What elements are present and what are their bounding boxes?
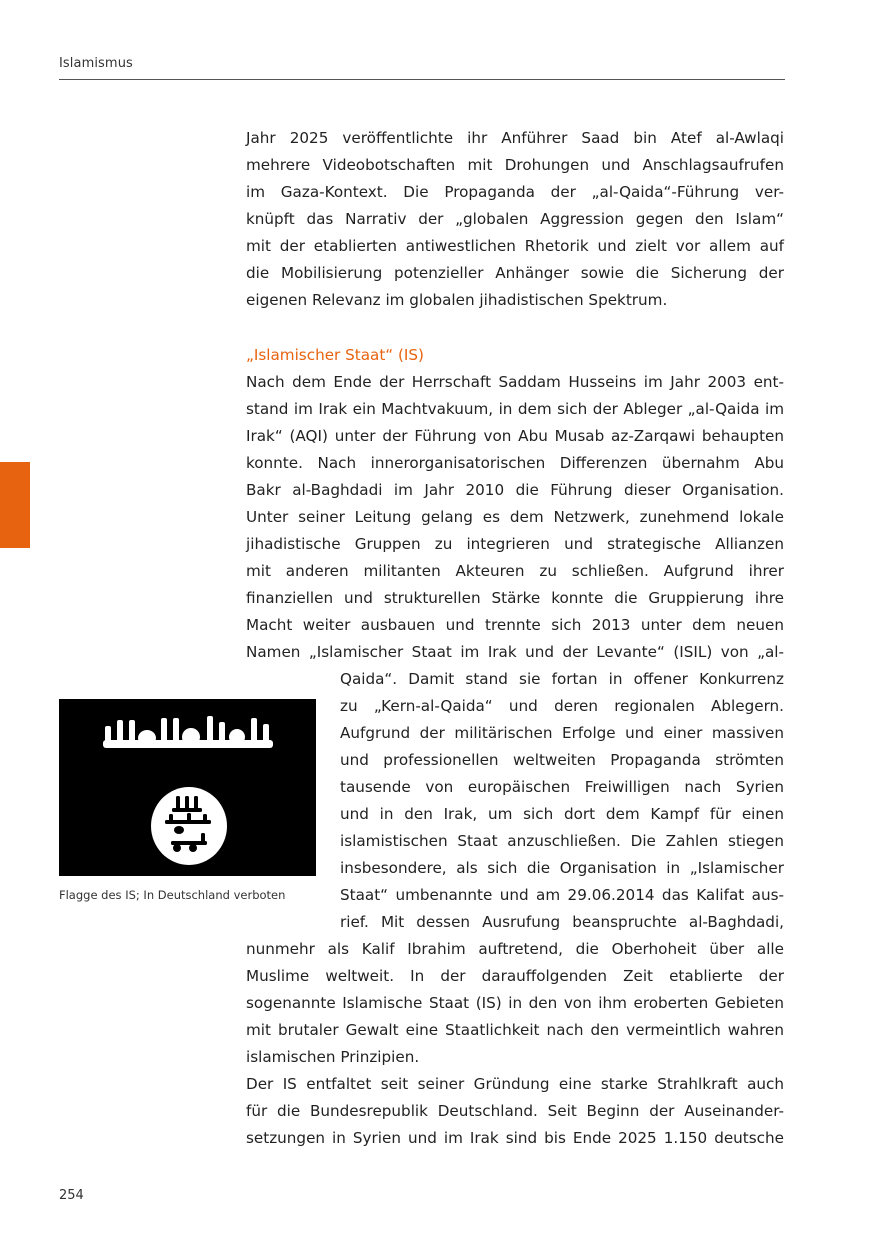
header-rule xyxy=(59,79,785,80)
text-line: sogenannte Islamische Staat (IS) in den von ihm eroberten Gebieten xyxy=(246,994,784,1012)
text-line: rief. Mit dessen Ausrufung beanspruchte al-Baghdadi, xyxy=(340,913,784,931)
text-line: stand im Irak ein Machtvakuum, in dem sich der Ableger „al-Qaida im xyxy=(246,400,784,418)
text-line: und professionellen weltweiten Propaganda strömten xyxy=(340,751,784,769)
text-line: Der IS entfaltet seit seiner Gründung eine starke Strahlkraft auch xyxy=(246,1075,784,1093)
text-line: islamischen Prinzipien. xyxy=(246,1048,420,1066)
text-line: Macht weiter ausbauen und trennte sich 2013 unter dem neuen xyxy=(246,616,784,634)
text-line: Aufgrund der militärischen Erfolge und einer massiven xyxy=(340,724,784,742)
text-line: mit anderen militanten Akteuren zu schließen. Aufgrund ihrer xyxy=(246,562,784,580)
flag-graphic xyxy=(59,699,316,876)
text-line: Staat“ umbenannte und am 29.06.2014 das Kalifat aus- xyxy=(340,886,784,904)
text-line: mit der etablierten antiwestlichen Rhetorik und zielt vor allem auf xyxy=(246,237,784,255)
text-line: Namen „Islamischer Staat im Irak und der Levante“ (ISIL) von „al- xyxy=(246,643,784,661)
text-line: Qaida“. Damit stand sie fortan in offener Konkurrenz xyxy=(340,670,784,688)
flag-image xyxy=(59,699,316,876)
text-line: nunmehr als Kalif Ibrahim auftretend, die Oberhoheit über alle xyxy=(246,940,784,958)
text-line: Bakr al-Baghdadi im Jahr 2010 die Führung dieser Organisation. xyxy=(246,481,784,499)
text-line: tausende von europäischen Freiwilligen nach Syrien xyxy=(340,778,784,796)
text-line: die Mobilisierung potenzieller Anhänger sowie die Sicherung der xyxy=(246,264,784,282)
paragraph-block-1 xyxy=(246,125,784,314)
text-line: und in den Irak, um sich dort dem Kampf für einen xyxy=(340,805,784,823)
section-heading: „Islamischer Staat“ (IS) xyxy=(246,346,424,364)
page-number: 254 xyxy=(59,1188,84,1203)
flag-seal xyxy=(151,787,227,865)
text-line: zu „Kern-al-Qaida“ und deren regionalen Ablegern. xyxy=(340,697,784,715)
paragraph-block-2 xyxy=(246,369,784,666)
paragraph-block-3 xyxy=(340,666,784,936)
figure-caption: Flagge des IS; In Deutschland verboten xyxy=(59,888,286,902)
text-line: Irak“ (AQI) unter der Führung von Abu Musab az-Zarqawi behaupten xyxy=(246,427,784,445)
text-line: finanziellen und strukturellen Stärke konnte die Gruppierung ihre xyxy=(246,589,784,607)
text-line: jihadistische Gruppen zu integrieren und strategische Allianzen xyxy=(246,535,784,553)
running-head-title: Islamismus xyxy=(59,56,133,71)
text-line: setzungen in Syrien und im Irak sind bis Ende 2025 1.150 deutsche xyxy=(246,1129,784,1147)
text-line: islamistischen Staat anzuschließen. Die Zahlen stiegen xyxy=(340,832,784,850)
text-line: im Gaza-Kontext. Die Propaganda der „al-Qaida“-Führung ver- xyxy=(246,183,784,201)
text-line: konnte. Nach innerorganisatorischen Differenzen übernahm Abu xyxy=(246,454,784,472)
text-line: mit brutaler Gewalt eine Staatlichkeit nach den vermeintlich wahren xyxy=(246,1021,784,1039)
text-line: mehrere Videobotschaften mit Drohungen und Anschlagsaufrufen xyxy=(246,156,784,174)
text-line: für die Bundesrepublik Deutschland. Seit Beginn der Auseinander- xyxy=(246,1102,784,1120)
text-line: insbesondere, als sich die Organisation in „Islamischer xyxy=(340,859,784,877)
chapter-edge-tab xyxy=(0,462,30,548)
text-line: Muslime weltweit. In der darauffolgenden Zeit etablierte der xyxy=(246,967,784,985)
text-line: Unter seiner Leitung gelang es dem Netzwerk, zunehmend lokale xyxy=(246,508,784,526)
text-line: Nach dem Ende der Herrschaft Saddam Husseins im Jahr 2003 ent- xyxy=(246,373,784,391)
text-line: Jahr 2025 veröffentlichte ihr Anführer Saad bin Atef al-Awlaqi xyxy=(246,129,784,147)
paragraph-block-4 xyxy=(246,936,784,1152)
text-line: knüpft das Narrativ der „globalen Aggression gegen den Islam“ xyxy=(246,210,784,228)
text-line: eigenen Relevanz im globalen jihadistischen Spektrum. xyxy=(246,291,668,309)
